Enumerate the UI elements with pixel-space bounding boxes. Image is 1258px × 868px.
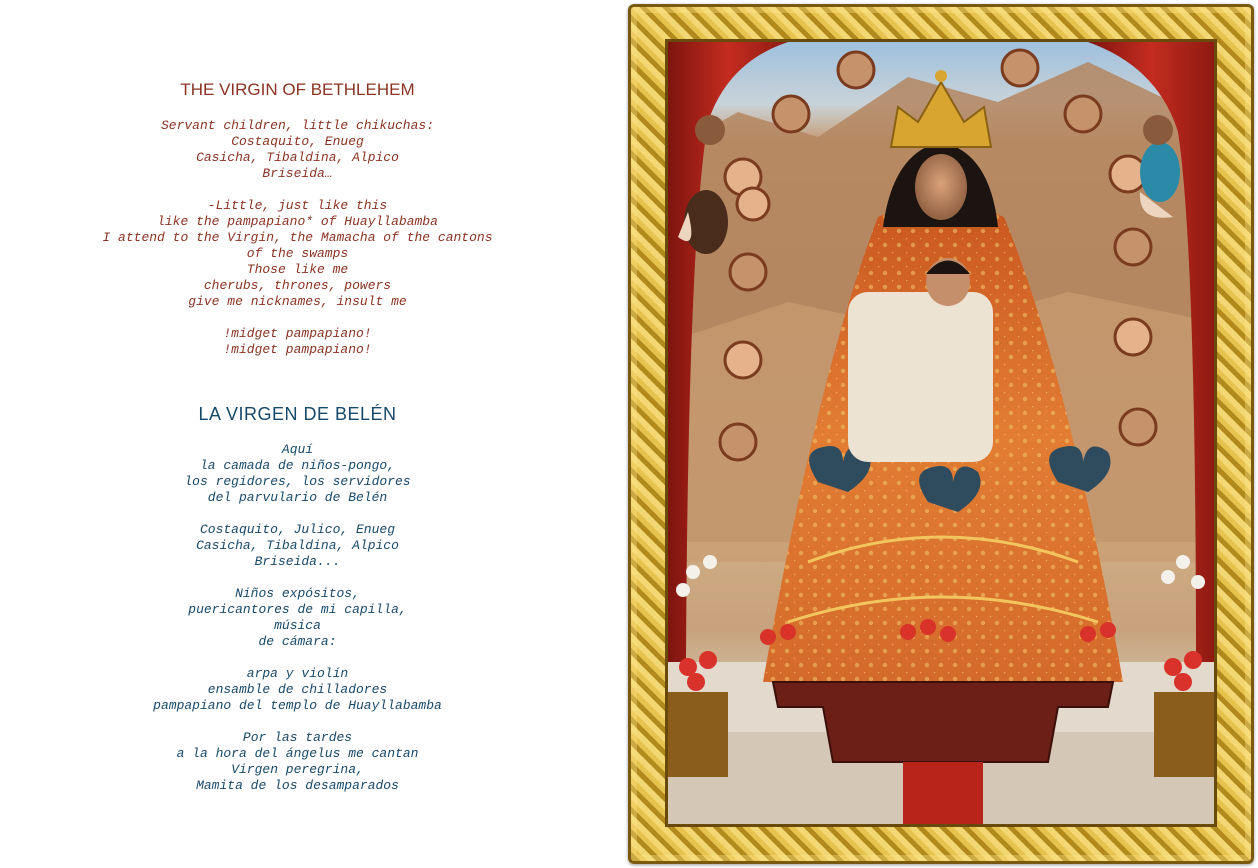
poem-line: Those like me [246,262,349,277]
poem-line: música [274,618,321,633]
poem-line: puericantores de mi capilla, [188,602,407,617]
flower-vase [1154,692,1214,777]
poem-line: !midget pampapiano! [223,326,372,341]
poem-line: cherubs, thrones, powers [203,278,392,293]
poem-line: arpa y violín [246,666,349,681]
painting-illustration [668,42,1214,824]
poem-line: Servant children, little chikuchas: [160,118,435,133]
child-garment [848,292,993,462]
poem-line: like the pampapiano* of Huayllabamba [157,214,438,229]
poem-line: Costaquito, Enueg [231,134,364,149]
virgin-painting [668,42,1214,824]
poem-line: Aquí [281,442,314,457]
english-poem [0,118,595,358]
poem-line: Mamita de los desamparados [196,778,399,793]
spanish-poem [0,442,595,794]
virgin-face [915,154,967,220]
english-title: THE VIRGIN OF BETHLEHEM [180,80,415,99]
poem-line: of the swamps [246,246,349,261]
poem-line: Briseida... [254,554,341,569]
poem-line: a la hora del ángelus me cantan [176,746,419,761]
poem-line: Virgen peregrina, [231,762,364,777]
poem-line: Por las tardes [242,730,353,745]
poem-line: Casicha, Tibaldina, Alpico [196,538,399,553]
poem-line: los regidores, los servidores [184,474,411,489]
poem-line: ensamble de chilladores [207,682,388,697]
poem-line: -Little, just like this [207,198,388,213]
flower-vase [668,692,728,777]
poem-line: Briseida… [262,166,333,181]
spanish-title: LA VIRGEN DE BELÉN [198,404,397,424]
poem-line: give me nicknames, insult me [188,294,407,309]
poem-line: de cámara: [258,634,337,649]
poem-line: Niños expósitos, [235,586,360,601]
poem-line: pampapiano del templo de Huayllabamba [153,698,442,713]
poem-line: Costaquito, Julico, Enueg [199,522,396,537]
poem-line: I attend to the Virgin, the Mamacha of the cantons [102,230,493,245]
poem-line: !midget pampapiano! [223,342,372,357]
poem-line: la camada de niños-pongo, [199,458,396,473]
poem-line: Casicha, Tibaldina, Alpico [196,150,399,165]
poem-line: del parvulario de Belén [207,490,388,505]
poem-text-column [0,0,595,868]
